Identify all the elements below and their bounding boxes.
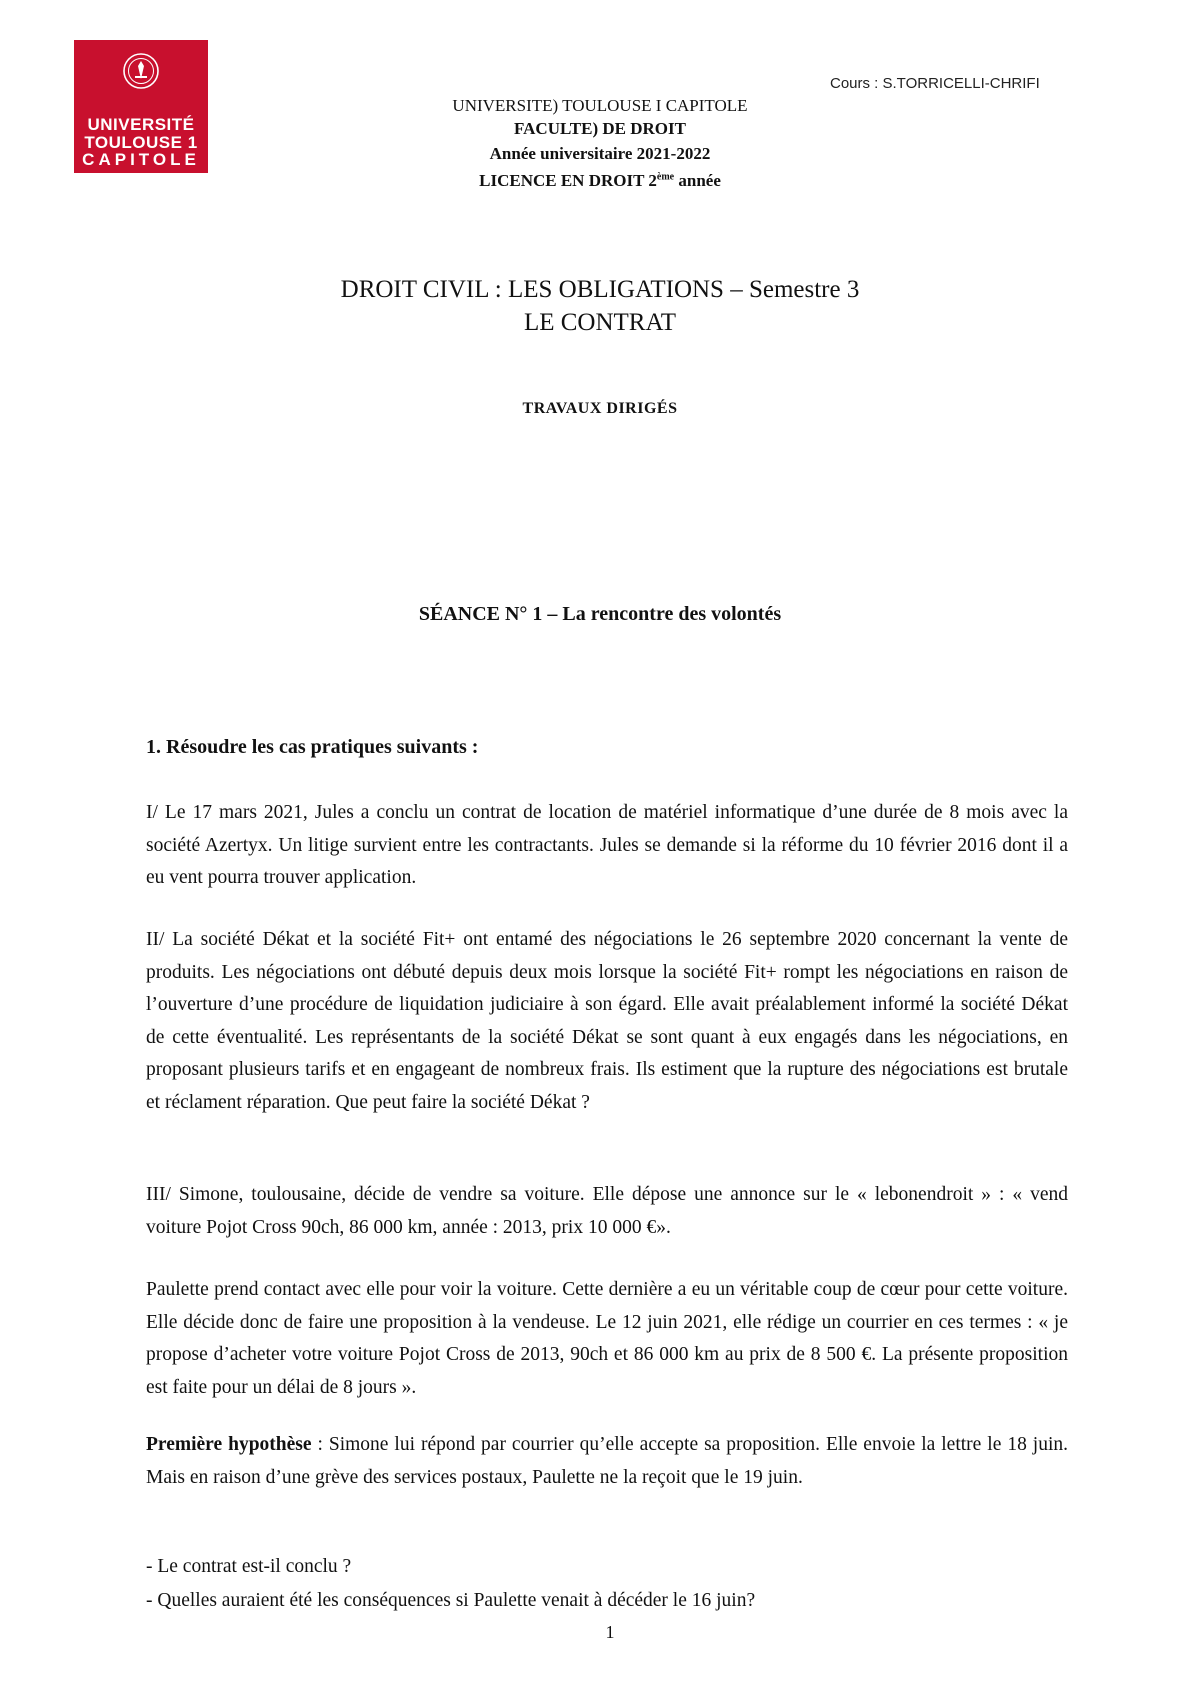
case-paragraph-2: II/ La société Dékat et la société Fit+ ont entamé des négociations le 26 septembre 2020 concernant la vente de produits. Les négociations ont débuté depuis deux mois lorsque la société Fit+ rompt les négociations en raison de l’ouverture d’une procédure de liquidation judiciaire à son égard. Elle avait préalablement informé la société Dékat de cette éventualité. Les représentants de la société Dékat se sont quant à eux engagés dans les négociations, en proposant plusieurs tarifs et en engageant de nombreux frais. Ils estiment que la rupture des négociations est brutale et réclament réparation. Que peut faire la société Dékat ?	[146, 929, 1068, 1113]
header-university: UNIVERSITE) TOULOUSE I CAPITOLE	[452, 96, 748, 115]
header-licence	[340, 171, 860, 191]
licence-superscript: ème	[656, 171, 675, 183]
header-year: Année universitaire 2021-2022	[489, 144, 711, 163]
logo-line-1: UNIVERSITÉ	[87, 115, 195, 134]
course-subtitle: LE CONTRAT	[523, 309, 677, 336]
logo-line-3: CAPITOLE	[82, 150, 200, 169]
question-1: - Le contrat est-il conclu ?	[146, 1556, 352, 1577]
hypothesis-text: : Simone lui répond par courrier qu’elle accepte sa proposition. Elle envoie la lettre le 18 juin. Mais en raison d’une grève des services postaux, Paulette ne la reçoit que le 19 juin.	[146, 1434, 1068, 1488]
travaux-diriges-heading: TRAVAUX DIRIGÉS	[522, 400, 678, 417]
case-paragraph-4: Paulette prend contact avec elle pour voir la voiture. Cette dernière a eu un véritable coup de cœur pour cette voiture. Elle décide donc de faire une proposition à la vendeuse. Le 12 juin 2021, elle rédige un courrier en ces termes : « je propose d’acheter votre voiture Pojot Cross de 2013, 90ch et 86 000 km au prix de 8 500 €. La présente proposition est faite pour un délai de 8 jours ».	[146, 1279, 1068, 1398]
seance-heading: SÉANCE N° 1 – La rencontre des volontés	[418, 603, 782, 625]
university-seal-icon	[122, 52, 160, 90]
course-title: DROIT CIVIL : LES OBLIGATIONS – Semestre 3	[340, 276, 860, 303]
hypothesis-label: Première hypothèse	[146, 1434, 312, 1455]
question-2: - Quelles auraient été les conséquences si Paulette venait à décéder le 16 juin?	[146, 1590, 756, 1611]
licence-text: LICENCE EN DROIT 2	[479, 171, 657, 190]
licence-suffix: année	[674, 171, 721, 190]
logo-line-2: TOULOUSE 1	[84, 133, 198, 152]
course-author: Cours : S.TORRICELLI-CHRIFI	[830, 75, 1040, 92]
page-number: 1	[605, 1622, 615, 1642]
hypothesis-paragraph	[146, 1429, 1068, 1494]
university-logo	[74, 40, 208, 173]
case-paragraph-1: I/ Le 17 mars 2021, Jules a conclu un contrat de location de matériel informatique d’une durée de 8 mois avec la société Azertyx. Un litige survient entre les contractants. Jules se demande si la réforme du 10 février 2016 dont il a eu vent pourra trouver application.	[146, 802, 1068, 888]
case-paragraph-3: III/ Simone, toulousaine, décide de vendre sa voiture. Elle dépose une annonce sur le « lebonendroit » : « vend voiture Pojot Cross 90ch, 86 000 km, année : 2013, prix 10 000 €».	[146, 1184, 1068, 1238]
header-faculty: FACULTE) DE DROIT	[514, 119, 686, 138]
section-heading: 1. Résoudre les cas pratiques suivants :	[146, 736, 479, 758]
